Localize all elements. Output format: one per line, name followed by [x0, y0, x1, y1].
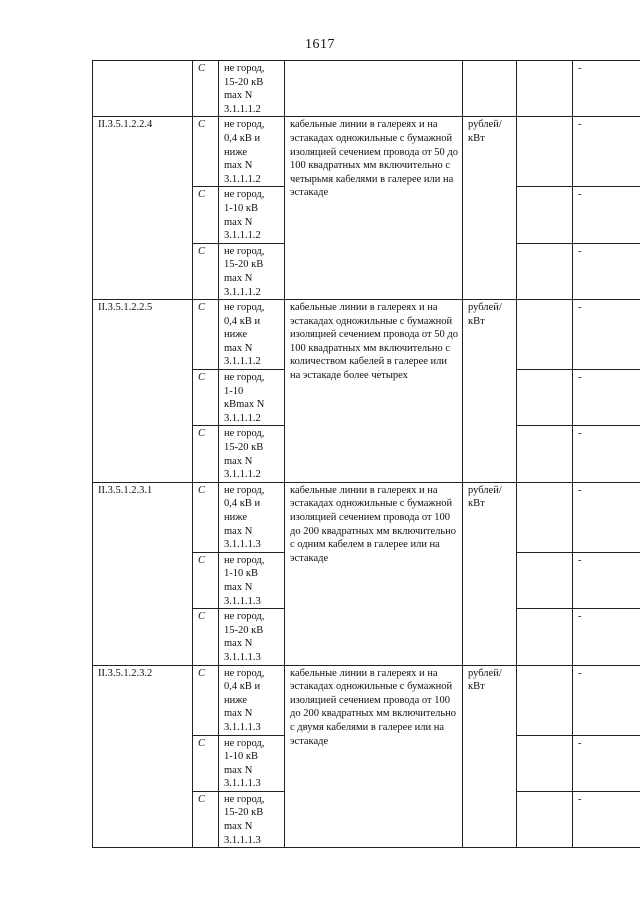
unit-cell: рублей/ кВт	[463, 482, 517, 665]
voltage-cell: не город, 0,4 кВ и ниже max N 3.1.1.1.2	[219, 300, 285, 370]
value-cell	[517, 187, 573, 243]
dash-cell: -	[573, 791, 640, 847]
table-row	[93, 665, 640, 735]
value-cell	[517, 482, 573, 552]
category-cell: С	[193, 665, 219, 735]
voltage-cell: не город, 15-20 кВ max N 3.1.1.1.2	[219, 61, 285, 117]
category-cell: С	[193, 482, 219, 552]
voltage-cell: не город, 1-10 кВmax N 3.1.1.1.2	[219, 370, 285, 426]
dash-cell: -	[573, 426, 640, 482]
dash-cell: -	[573, 300, 640, 370]
voltage-cell: не город, 1-10 кВ max N 3.1.1.1.2	[219, 187, 285, 243]
category-cell: С	[193, 370, 219, 426]
dash-cell: -	[573, 61, 640, 117]
page-number: 1617	[305, 37, 335, 52]
voltage-cell: не город, 0,4 кВ и ниже max N 3.1.1.1.3	[219, 665, 285, 735]
value-cell	[517, 791, 573, 847]
unit-cell: рублей/ кВт	[463, 665, 517, 848]
category-cell: С	[193, 61, 219, 117]
dash-cell: -	[573, 370, 640, 426]
category-cell: С	[193, 300, 219, 370]
category-cell: С	[193, 187, 219, 243]
dash-cell: -	[573, 609, 640, 665]
dash-cell: -	[573, 482, 640, 552]
table-row	[93, 300, 640, 370]
category-cell: С	[193, 552, 219, 608]
voltage-cell: не город, 0,4 кВ и ниже max N 3.1.1.1.3	[219, 482, 285, 552]
unit-cell	[463, 61, 517, 117]
table-body	[93, 61, 640, 848]
code-cell	[93, 61, 193, 117]
value-cell	[517, 426, 573, 482]
category-cell: С	[193, 426, 219, 482]
value-cell	[517, 243, 573, 299]
description-cell: кабельные линии в галереях и на эстакадах одножильные с бумажной изоляцией сечением провода от 50 до 100 квадратных мм включительно с четырьмя кабелями в галерее или на эстакаде	[285, 117, 463, 300]
value-cell	[517, 609, 573, 665]
value-cell	[517, 552, 573, 608]
description-cell	[285, 61, 463, 117]
voltage-cell: не город, 0,4 кВ и ниже max N 3.1.1.1.2	[219, 117, 285, 187]
tariff-table	[92, 60, 640, 848]
voltage-cell: не город, 15-20 кВ max N 3.1.1.1.2	[219, 243, 285, 299]
dash-cell: -	[573, 117, 640, 187]
value-cell	[517, 61, 573, 117]
unit-cell: рублей/ кВт	[463, 117, 517, 300]
value-cell	[517, 300, 573, 370]
unit-cell: рублей/ кВт	[463, 300, 517, 483]
code-cell: II.3.5.1.2.3.1	[93, 482, 193, 665]
voltage-cell: не город, 1-10 кВ max N 3.1.1.1.3	[219, 735, 285, 791]
dash-cell: -	[573, 735, 640, 791]
value-cell	[517, 117, 573, 187]
category-cell: С	[193, 735, 219, 791]
dash-cell: -	[573, 665, 640, 735]
category-cell: С	[193, 791, 219, 847]
table-row	[93, 117, 640, 187]
dash-cell: -	[573, 552, 640, 608]
dash-cell: -	[573, 187, 640, 243]
voltage-cell: не город, 15-20 кВ max N 3.1.1.1.2	[219, 426, 285, 482]
voltage-cell: не город, 15-20 кВ max N 3.1.1.1.3	[219, 609, 285, 665]
category-cell: С	[193, 609, 219, 665]
table-row	[93, 482, 640, 552]
code-cell: II.3.5.1.2.2.5	[93, 300, 193, 483]
description-cell: кабельные линии в галереях и на эстакадах одножильные с бумажной изоляцией сечением провода от 100 до 200 квадратных мм включительно с одним кабелем в галерее или на эстакаде	[285, 482, 463, 665]
code-cell: II.3.5.1.2.3.2	[93, 665, 193, 848]
value-cell	[517, 370, 573, 426]
continuation-row	[93, 61, 640, 117]
category-cell: С	[193, 243, 219, 299]
description-cell: кабельные линии в галереях и на эстакадах одножильные с бумажной изоляцией сечением провода от 100 до 200 квадратных мм включительно с двумя кабелями в галерее или на эстакаде	[285, 665, 463, 848]
category-cell: С	[193, 117, 219, 187]
voltage-cell: не город, 1-10 кВ max N 3.1.1.1.3	[219, 552, 285, 608]
code-cell: II.3.5.1.2.2.4	[93, 117, 193, 300]
dash-cell: -	[573, 243, 640, 299]
voltage-cell: не город, 15-20 кВ max N 3.1.1.1.3	[219, 791, 285, 847]
value-cell	[517, 735, 573, 791]
value-cell	[517, 665, 573, 735]
description-cell: кабельные линии в галереях и на эстакадах одножильные с бумажной изоляцией сечением провода от 50 до 100 квадратных мм включительно с количеством кабелей в галерее или на эстакаде более четырех	[285, 300, 463, 483]
